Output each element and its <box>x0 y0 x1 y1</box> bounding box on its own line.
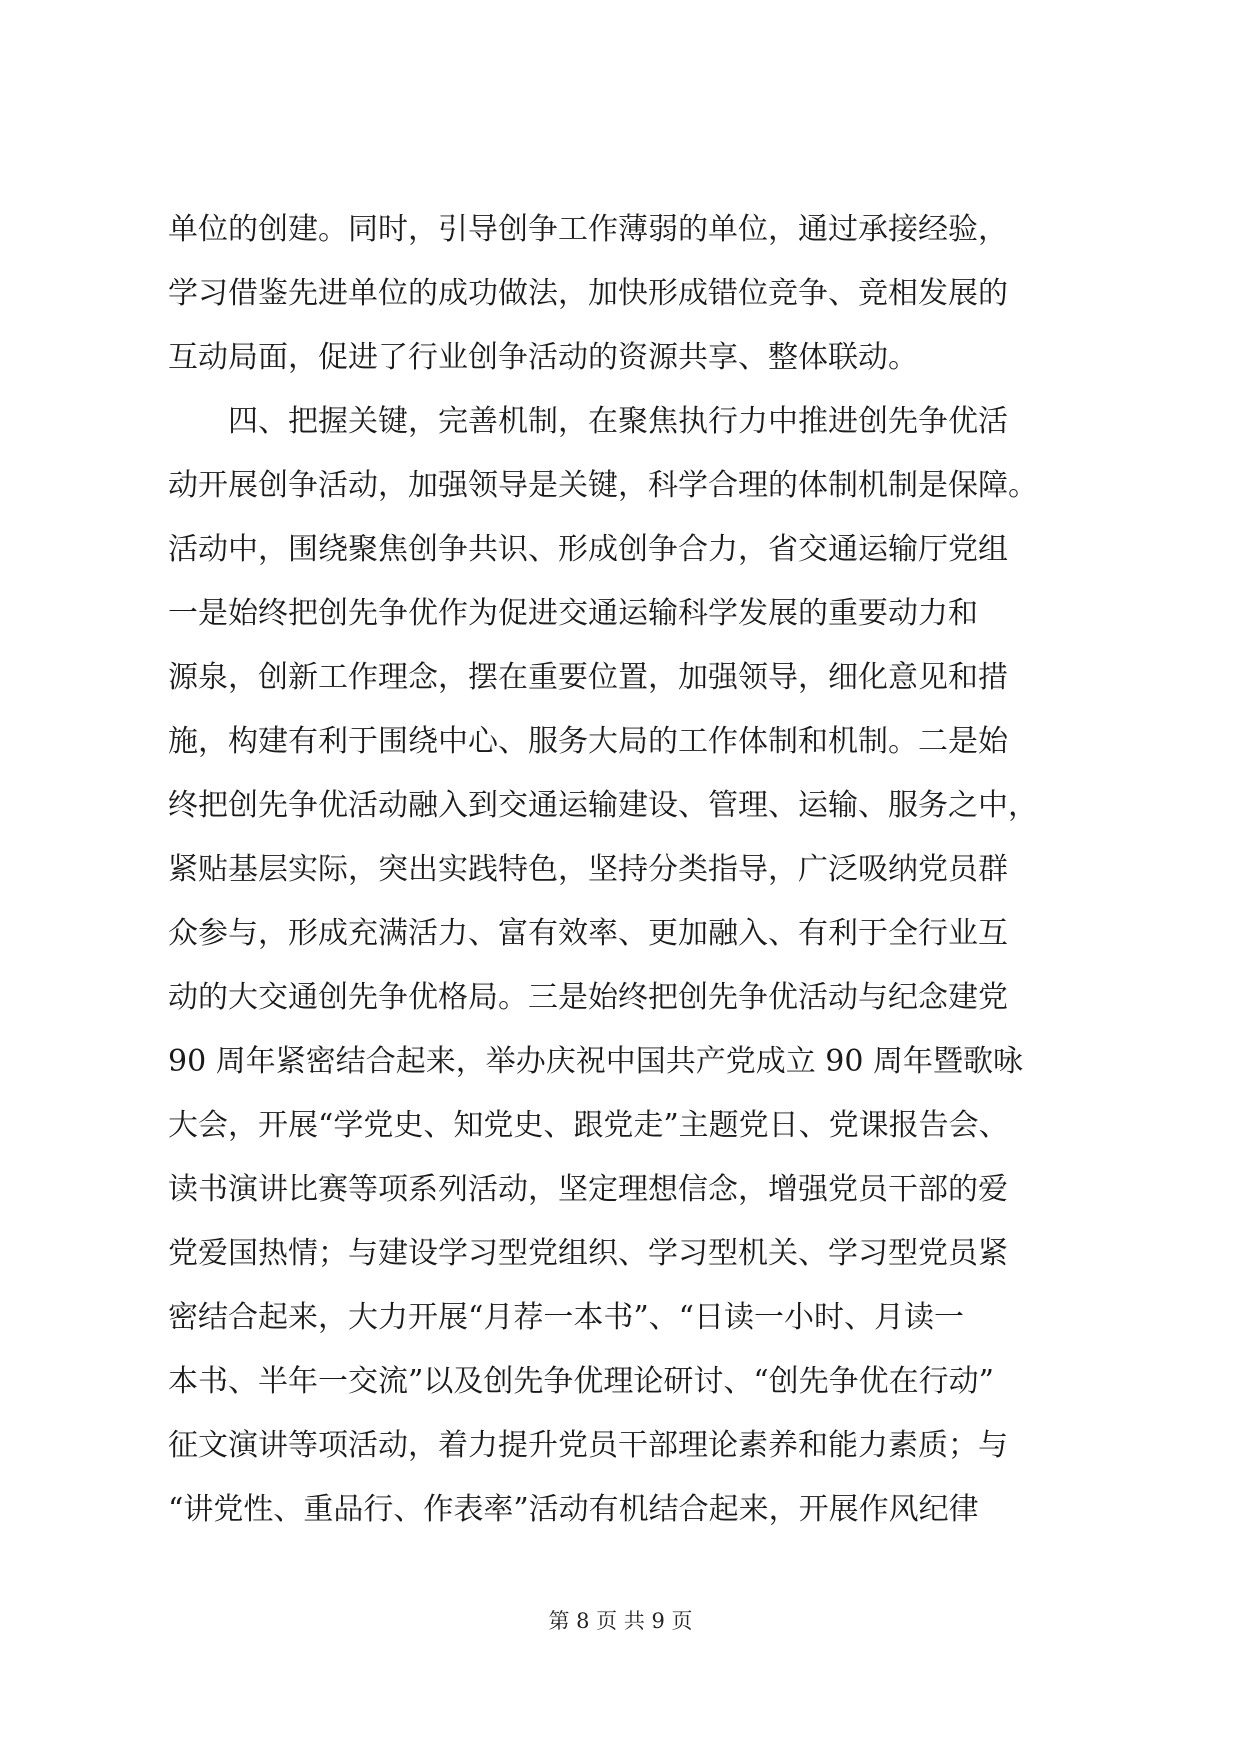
text-line: 动的大交通创先争优格局。三是始终把创先争优活动与纪念建党 <box>168 980 1008 1015</box>
text-line: 众参与，形成充满活力、富有效率、更加融入、有利于全行业互 <box>168 916 1008 951</box>
text-line: 动开展创争活动，加强领导是关键，科学合理的体制机制是保障。 <box>168 468 1038 503</box>
text-line: 本书、半年一交流”以及创先争优理论研讨、“创先争优在行动” <box>168 1364 995 1399</box>
text-line: 源泉，创新工作理念，摆在重要位置，加强领导，细化意见和措 <box>168 660 1008 695</box>
text-line: 互动局面，促进了行业创争活动的资源共享、整体联动。 <box>168 340 918 375</box>
page-number-footer: 第 8 页 共 9 页 <box>548 1609 693 1633</box>
text-line: 大会，开展“学党史、知党史、跟党走”主题党日、党课报告会、 <box>168 1108 1009 1143</box>
text-line: 90 周年紧密结合起来，举办庆祝中国共产党成立 90 周年暨歌咏 <box>168 1044 1023 1079</box>
text-line: “讲党性、重品行、作表率”活动有机结合起来，开展作风纪律 <box>168 1492 979 1527</box>
text-line: 征文演讲等项活动，着力提升党员干部理论素养和能力素质；与 <box>168 1428 1008 1463</box>
text-line: 活动中，围绕聚焦创争共识、形成创争合力，省交通运输厅党组 <box>168 532 1008 567</box>
text-line: 密结合起来，大力开展“月荐一本书”、“日读一小时、月读一 <box>168 1300 965 1335</box>
text-line: 施，构建有利于围绕中心、服务大局的工作体制和机制。二是始 <box>168 724 1008 759</box>
body-text <box>168 198 1088 1542</box>
text-line: 四、把握关键，完善机制，在聚焦执行力中推进创先争优活 <box>168 404 1008 439</box>
text-line: 读书演讲比赛等项系列活动，坚定理想信念，增强党员干部的爱 <box>168 1172 1008 1207</box>
text-line: 一是始终把创先争优作为促进交通运输科学发展的重要动力和 <box>168 596 978 631</box>
text-line: 紧贴基层实际，突出实践特色，坚持分类指导，广泛吸纳党员群 <box>168 852 1008 887</box>
text-line: 党爱国热情；与建设学习型党组织、学习型机关、学习型党员紧 <box>168 1236 1008 1271</box>
text-line: 终把创先争优活动融入到交通运输建设、管理、运输、服务之中， <box>168 788 1038 823</box>
text-line: 单位的创建。同时，引导创争工作薄弱的单位，通过承接经验， <box>168 212 1008 247</box>
text-line: 学习借鉴先进单位的成功做法，加快形成错位竞争、竞相发展的 <box>168 276 1008 311</box>
